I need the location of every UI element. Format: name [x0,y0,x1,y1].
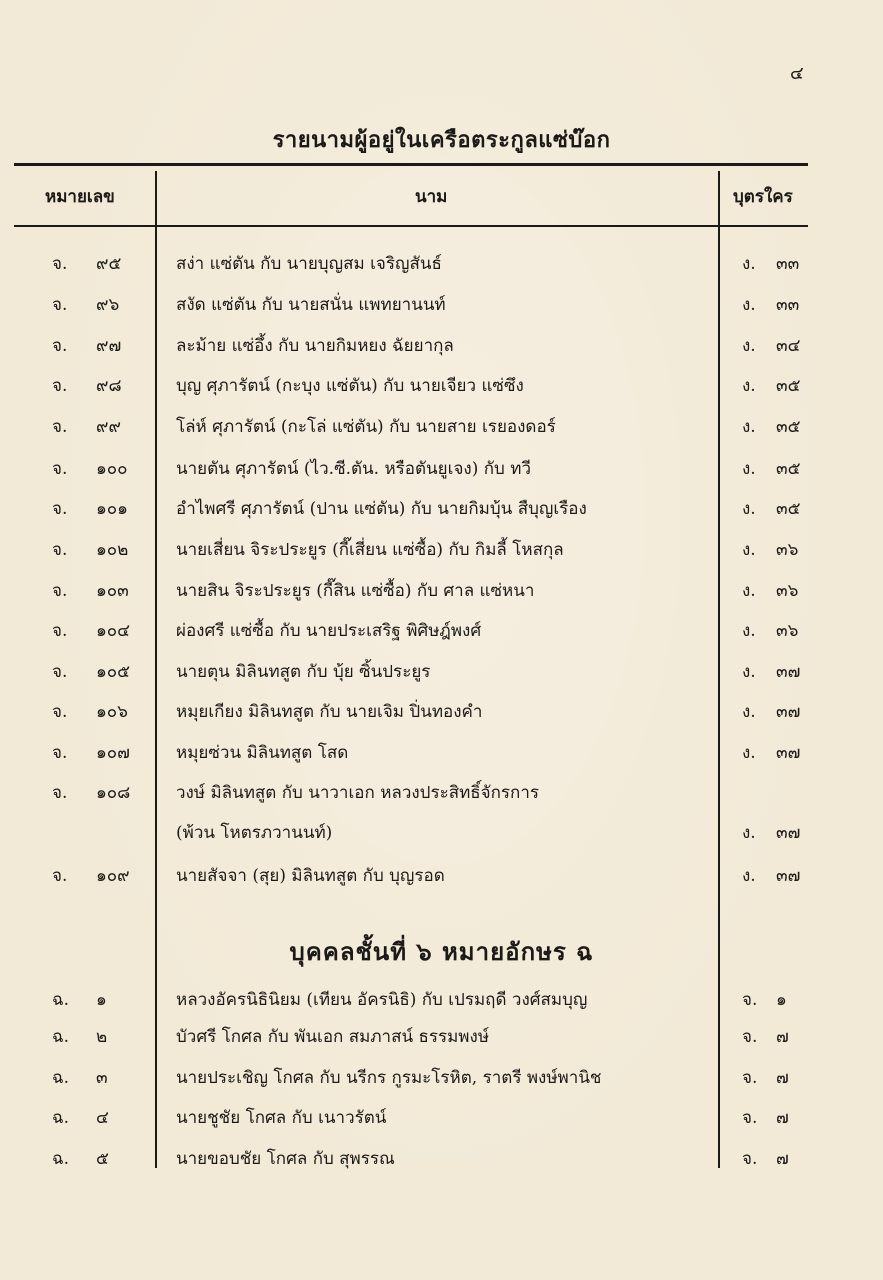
row-code-letter: ฉ. [52,1068,69,1088]
row-code [52,291,152,318]
header-name: นาม [415,187,448,207]
table-header-rule [14,225,808,227]
table-row [0,536,883,576]
row-parent [742,495,801,522]
section-title: บุคคลชั้นที่ ๖ หมายอักษร ฉ [289,937,594,966]
row-name: นายสิน จิระประยูร (กี๊สิน แซ่ซื้อ) กับ ศาล แซ่หนา [176,581,535,601]
row-name: หลวงอัครนิธินิยม (เทียน อัครนิธิ) กับ เปรมฤดี วงศ์สมบุญ [176,990,588,1010]
table-row [0,819,883,859]
row-name: สง่า แซ่ตัน กับ นายบุญสม เจริญสันธ์ [176,254,442,274]
table-row [0,332,883,372]
row-parent-number: ๓๕ [776,499,801,519]
row-code [52,495,152,522]
row-parent [742,986,787,1013]
row-code-number: ๑ [96,990,107,1010]
table-row [0,372,883,412]
row-code [52,413,152,440]
row-parent [742,698,800,725]
row-parent-number: ๓๗ [776,866,801,886]
table-row [0,1064,883,1104]
row-parent-letter: ง. [742,417,756,437]
row-code-number: ๑๐๒ [96,540,129,560]
row-parent-number: ๓๖ [776,540,799,560]
row-code-letter: จ. [52,783,68,803]
row-code-letter: ฉ. [52,1149,69,1169]
row-parent-number: ๓๖ [776,581,799,601]
row-name: สงัด แซ่ตัน กับ นายสนั่น แพทยานนท์ [176,295,446,315]
row-parent [742,1023,789,1050]
row-parent [742,862,800,889]
row-code-number: ๒ [96,1027,108,1047]
row-code [52,698,152,725]
row-code-number: ๙๗ [96,336,122,356]
row-code-number: ๑๐๐ [96,459,128,479]
row-code [52,658,152,685]
row-code-letter: จ. [52,336,68,356]
row-code-number: ๙๘ [96,376,122,396]
row-code [52,1023,152,1050]
row-parent-letter: จ. [742,1027,758,1047]
table-row [0,986,883,1026]
row-parent-number: ๓๕ [776,376,801,396]
row-code-number: ๑๐๓ [96,581,129,601]
row-parent-letter: จ. [742,1108,758,1128]
row-parent [742,1104,789,1131]
table-row [0,739,883,779]
row-name: นายตุน มิลินทสูต กับ บุ้ย ซิ้นประยูร [176,662,431,682]
table-row [0,1145,883,1185]
row-parent-letter: จ. [742,1149,758,1169]
row-parent-letter: จ. [742,1068,758,1088]
row-code-letter: จ. [52,417,68,437]
row-name: นายเสี่ยน จิระประยูร (กี๊เสี่ยน แซ่ซื้อ) กับ กิมลี้ โหสกุล [176,540,564,560]
row-parent [742,617,798,644]
page-title: รายนามผู้อยู่ในเครือตระกูลแซ่บ๊อก [272,127,611,153]
table-row [0,495,883,535]
row-code-number: ๑๐๖ [96,702,128,722]
row-parent [742,332,801,359]
row-parent [742,372,801,399]
row-name: นายประเชิญ โกศล กับ นรีกร กูรมะโรหิต, ราตรี พงษ์พานิช [176,1068,602,1088]
row-parent [742,455,801,482]
row-name: บัวศรี โกศล กับ พันเอก สมภาสน์ ธรรมพงษ์ [176,1027,490,1047]
row-parent-letter: ง. [742,702,756,722]
row-parent [742,536,798,563]
row-code-number: ๓ [96,1068,108,1088]
row-parent [742,291,799,318]
row-code-letter: จ. [52,459,68,479]
header-code: หมายเลข [45,187,115,207]
row-parent-letter: ง. [742,581,756,601]
row-code [52,455,152,482]
row-parent-letter: ง. [742,540,756,560]
table-row [0,291,883,331]
row-parent-letter: จ. [742,990,758,1010]
row-code-number: ๑๐๗ [96,743,130,763]
row-code [52,332,152,359]
row-code-number: ๑๐๕ [96,662,131,682]
row-code [52,250,152,277]
row-code-letter: จ. [52,295,68,315]
row-code-letter: จ. [52,499,68,519]
row-name: ละม้าย แซ่อึ้ง กับ นายกิมหยง ฉัยยากุล [176,336,454,356]
row-code [52,1104,152,1131]
row-name: โล่ห์ ศุภารัตน์ (กะโล่ แซ่ตัน) กับ นายสาย เรยองดอร์ [176,417,556,437]
row-parent-number: ๓๔ [776,336,801,356]
table-top-rule [14,163,808,166]
table-row [0,862,883,902]
page-number: ๔ [790,63,804,84]
row-parent-letter: ง. [742,376,756,396]
row-code-letter: จ. [52,866,68,886]
row-code-number: ๑๐๙ [96,866,130,886]
row-parent [742,250,799,277]
row-parent [742,577,798,604]
row-code-letter: จ. [52,743,68,763]
row-name: อำไพศรี ศุภารัตน์ (ปาน แซ่ตัน) กับ นายกิมบุ้น สืบุญเรือง [176,499,587,519]
row-parent-letter: ง. [742,499,756,519]
row-parent-number: ๗ [776,1149,789,1169]
row-name: (พ้วน โหตรภวานนท์) [176,823,333,843]
row-code-number: ๔ [96,1108,109,1128]
row-parent-number: ๓๕ [776,459,801,479]
row-parent-letter: ง. [742,866,756,886]
row-parent-letter: ง. [742,254,756,274]
row-parent-number: ๗ [776,1027,789,1047]
table-row [0,413,883,453]
table-row [0,698,883,738]
row-code [52,1064,152,1091]
row-parent-letter: ง. [742,295,756,315]
header-parent: บุตรใคร [733,187,793,207]
row-code [52,779,152,806]
row-code-number: ๑๐๔ [96,621,131,641]
row-code [52,577,152,604]
row-code-number: ๕ [96,1149,109,1169]
row-parent [742,658,800,685]
table-row [0,250,883,290]
row-code-letter: จ. [52,540,68,560]
row-parent-letter: ง. [742,621,756,641]
row-code-letter: จ. [52,702,68,722]
row-parent [742,1064,789,1091]
row-parent [742,413,801,440]
table-row [0,455,883,495]
row-name: วงษ์ มิลินทสูต กับ นาวาเอก หลวงประสิทธิ์จักรการ [176,783,540,803]
row-name: นายสัจจา (สุย) มิลินทสูต กับ บุญรอด [176,866,445,886]
row-parent-letter: ง. [742,336,756,356]
row-code [52,862,152,889]
row-code-number: ๑๐๑ [96,499,128,519]
row-parent-number: ๓๗ [776,743,801,763]
row-parent-number: ๓๗ [776,702,801,722]
row-code [52,819,152,839]
table-row [0,617,883,657]
row-code-letter: จ. [52,581,68,601]
row-parent-number: ๑ [776,990,787,1010]
row-parent-number: ๗ [776,1068,789,1088]
row-code [52,372,152,399]
table-row [0,577,883,617]
row-code-letter: ฉ. [52,1027,69,1047]
row-parent-number: ๓๓ [776,295,800,315]
row-code-number: ๑๐๘ [96,783,131,803]
row-parent-number: ๓๕ [776,417,801,437]
row-parent-number: ๗ [776,1108,789,1128]
row-parent [742,1145,789,1172]
row-code-letter: จ. [52,376,68,396]
row-code [52,617,152,644]
row-name: ผ่องศรี แซ่ซื้อ กับ นายประเสริฐ พิศิษฎ์พงศ์ [176,621,482,641]
row-code [52,536,152,563]
row-code-letter: จ. [52,621,68,641]
row-code-number: ๙๕ [96,254,122,274]
row-code-letter: จ. [52,254,68,274]
row-parent-letter: ง. [742,459,756,479]
row-code-number: ๙๙ [96,417,121,437]
row-name: บุญ ศุภารัตน์ (กะบุง แซ่ตัน) กับ นายเจียว แซ่ซึง [176,376,524,396]
table-row [0,658,883,698]
row-parent [742,739,800,766]
row-parent-number: ๓๗ [776,823,801,843]
row-parent-letter: ง. [742,743,756,763]
table-row [0,1023,883,1063]
row-code [52,1145,152,1172]
row-name: นายชูชัย โกศล กับ เนาวรัตน์ [176,1108,387,1128]
row-name: นายขอบชัย โกศล กับ สุพรรณ [176,1149,395,1169]
row-code [52,739,152,766]
row-parent-number: ๓๗ [776,662,801,682]
table-row [0,1104,883,1144]
row-name: หมุยเกียง มิลินทสูต กับ นายเจิม ปิ่นทองคำ [176,702,483,722]
row-code-letter: ฉ. [52,990,69,1010]
row-code-number: ๙๖ [96,295,120,315]
row-code [52,986,152,1013]
row-parent-number: ๓๓ [776,254,800,274]
row-parent [742,779,776,799]
row-parent [742,819,800,846]
row-code-letter: ฉ. [52,1108,69,1128]
row-parent-number: ๓๖ [776,621,799,641]
row-parent-letter: ง. [742,662,756,682]
row-parent-letter: ง. [742,823,756,843]
table-row [0,779,883,819]
row-code-letter: จ. [52,662,68,682]
row-name: หมุยซ่วน มิลินทสูต โสด [176,743,349,763]
row-name: นายตัน ศุภารัตน์ (ไว.ซี.ตัน. หรือตันยูเจง) กับ ทวี [176,459,531,479]
